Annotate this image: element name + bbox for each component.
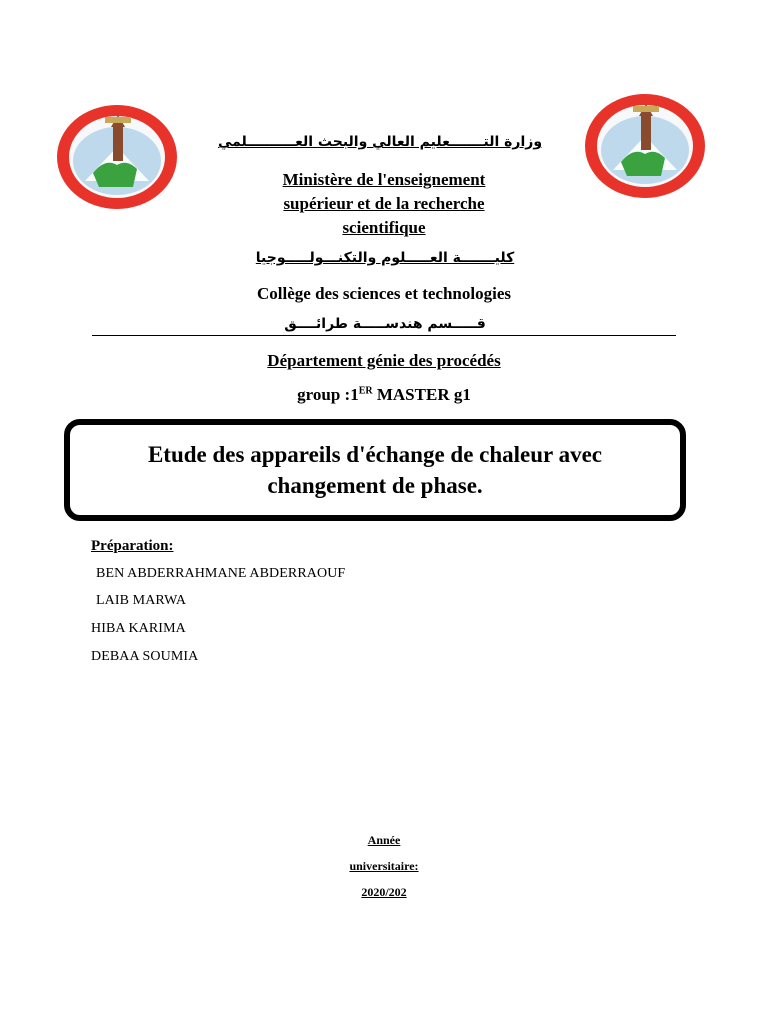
- ministry-arabic: وزارة التـــــــعليم العالي والبحث العــــــــــلمي: [217, 134, 543, 150]
- author-name: DEBAA SOUMIA: [91, 649, 199, 664]
- author-name: BEN ABDERRAHMANE ABDERRAOUF: [96, 566, 346, 581]
- group-suffix: MASTER g1: [372, 385, 471, 404]
- group-prefix: group :1: [297, 385, 359, 404]
- title-line-2: changement de phase.: [267, 473, 483, 498]
- right-university-logo: [583, 92, 707, 200]
- university-seal-icon: [55, 103, 179, 211]
- university-label: universitaire:: [349, 859, 419, 873]
- author-name: LAIB MARWA: [96, 593, 187, 608]
- university-seal-icon: [583, 92, 707, 200]
- college-arabic: كليـــــــة العـــــلوم والتكنـــولـــــوجيا: [255, 250, 515, 266]
- header-divider: [92, 335, 676, 336]
- department-arabic: قـــــسم هندســـــة طرائــــق: [284, 316, 486, 332]
- left-university-logo: [55, 103, 179, 211]
- group-superscript: ER: [358, 385, 373, 397]
- college-french: Collège des sciences et technologies: [257, 284, 511, 303]
- department-french: Département génie des procédés: [267, 351, 501, 370]
- title-line-1: Etude des appareils d'échange de chaleur avec: [147, 442, 603, 467]
- author-name: HIBA KARIMA: [91, 621, 186, 636]
- academic-year: 2020/202: [361, 885, 407, 899]
- ministry-french: [244, 168, 524, 240]
- title-box: [64, 419, 686, 521]
- ministry-line-2: supérieur et de la recherche: [283, 194, 485, 213]
- preparation-label: Préparation:: [91, 538, 174, 554]
- ministry-line-3: scientifique: [342, 218, 426, 237]
- ministry-line-1: Ministère de l'enseignement: [282, 170, 486, 189]
- year-label: Année: [367, 833, 401, 847]
- group-label: [224, 385, 544, 405]
